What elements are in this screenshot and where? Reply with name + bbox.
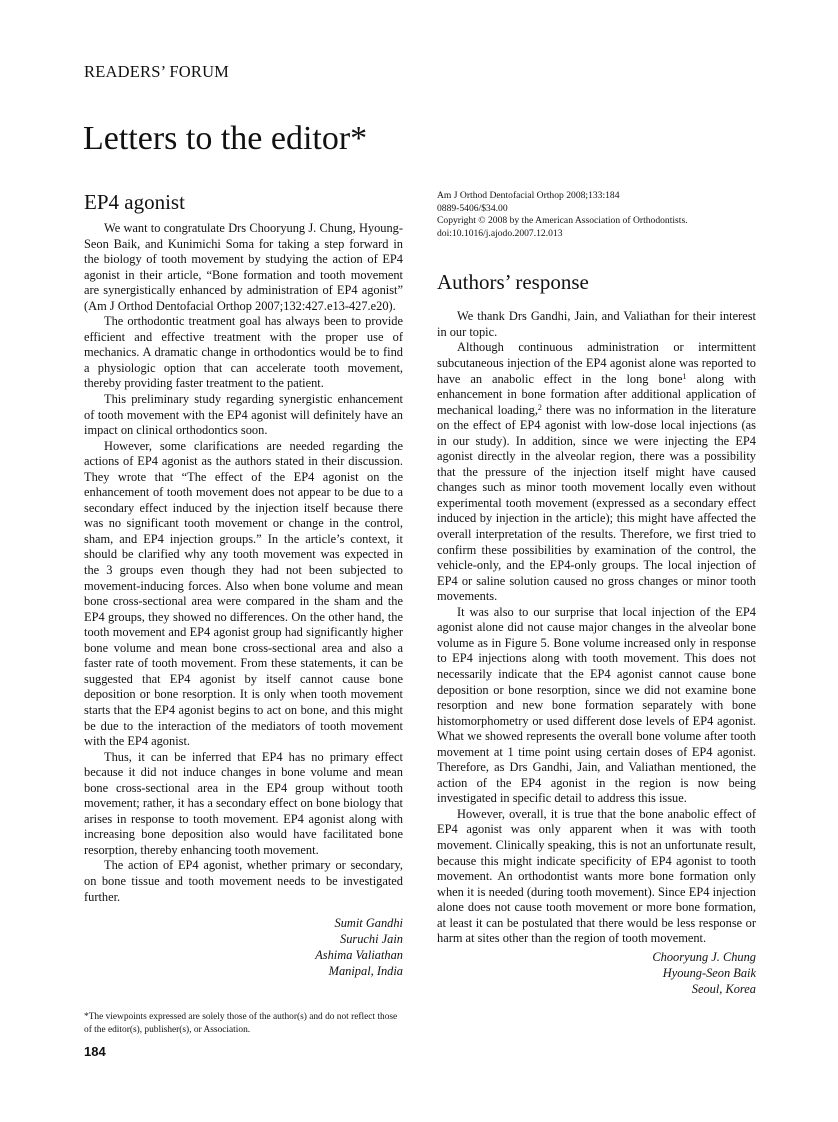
page-title: Letters to the editor*	[83, 120, 368, 157]
reference-1[interactable]: 1	[682, 371, 687, 381]
author-name: Suruchi Jain	[340, 931, 403, 946]
response-signatures	[437, 950, 756, 998]
letter-column	[84, 190, 403, 980]
text: Although continuous administration or intermittent subcutaneous injection of the EP4 agonist alone was reported to have an anabolic effect in the long bone	[437, 340, 756, 386]
page-number: 184	[84, 1044, 106, 1059]
doi-link[interactable]: doi:10.1016/j.ajodo.2007.12.013	[437, 227, 563, 239]
paragraph: We want to congratulate Drs Chooryung J. Chung, Hyoung-Seon Baik, and Kunimichi Soma for taking a step forward in the biology of tooth movement by studying the action of EP4 agonist in their article, “Bone formation and tooth movement are synergistically enhanced by administration of EP4 agonist” (Am J Orthod Dentofacial Orthop 2007;132:427.e13-427.e20).	[84, 221, 403, 313]
citation-block	[437, 190, 756, 240]
author-name: Ashima Valiathan	[315, 947, 403, 962]
paragraph: The orthodontic treatment goal has always been to provide efficient and effective treatment with the proper use of mechanics. A dramatic change in orthodontics would be to find a physiologic option that can accelerate tooth movement, thereby providing faster treatment to the patient.	[84, 314, 403, 391]
response-heading: Authors’ response	[437, 270, 589, 295]
section-label: READERS’ FORUM	[84, 62, 230, 81]
paragraph: We thank Drs Gandhi, Jain, and Valiathan for their interest in our topic.	[437, 309, 756, 339]
response-body	[437, 309, 756, 946]
paragraph: However, some clarifications are needed regarding the actions of EP4 agonist as the authors stated in their discussion. They wrote that “The effect of the EP4 agonist on the enhancement of tooth movement does not appear to be due to a secondary effect induced by the injection itself because there was no significant tooth movement or change in the control, sham, and EP4 injection groups.” In the article’s context, it should be clarified why any tooth movement was expected in the 3 groups even though they had not been subjected to movement-inducing forces. Also when bone volume and mean bone cross-sectional area were compared in the sham and the EP4 groups, they showed no differences. On the other hand, the tooth movement and EP4 agonist group had significantly higher bone volume and mean bone cross-sectional area and also a faster rate of tooth movement. From these statements, it can be suggested that EP4 agonist by itself cannot cause bone deposition or bone resorption. It is only when tooth movement starts that the EP4 agonist begins to act on bone, and this might be due to the interaction of the mediators of tooth movement with the EP4 agonist.	[84, 438, 403, 749]
footnote: *The viewpoints expressed are solely those of the author(s) and do not reflect those of the editor(s), publisher(s), or Association.	[84, 1012, 398, 1035]
author-location: Seoul, Korea	[691, 981, 756, 996]
text: there was no information in the literature on the effect of EP4 agonist with low-dose local injections (as in our study). In addition, since we were injecting the EP4 agonist directly in the alveolar region, there was a possibility that the pressure of the injection itself might have caused changes such as minor tooth movement locally even without experimental tooth movement (expressed as a secondary effect induced by injection in the article); this might have affected the overall interpretation of the results. Therefore, we first tried to confirm these possibilities by examination of the control, the vehicle-only, and the EP4-only groups. The local injection of EP4 or saline solution caused no gross changes or minor tooth movements.	[437, 402, 756, 604]
paragraph: Thus, it can be inferred that EP4 has no primary effect because it did not induce changes in bone volume and mean bone cross-sectional area in the EP4 group without tooth movement; rather, it has a secondary effect on bone biology that arises in response to tooth movement. EP4 agonist along with increasing bone deposition also would have facilitated bone resorption, thereby enhancing tooth movement.	[84, 749, 403, 857]
text: along with enhancement in bone formation after additional application of mechanical loading,	[437, 371, 756, 417]
author-name: Chooryung J. Chung	[652, 949, 756, 964]
letter-body	[84, 221, 403, 905]
author-location: Manipal, India	[328, 963, 403, 978]
issn-price: 0889-5406/$34.00	[437, 202, 508, 214]
response-column	[437, 190, 756, 998]
author-name: Sumit Gandhi	[334, 916, 403, 931]
reference-2[interactable]: 2	[537, 402, 542, 412]
author-name: Hyoung-Seon Baik	[662, 965, 756, 980]
paragraph: However, overall, it is true that the bone anabolic effect of EP4 agonist was only apparent when it was with tooth movement. Clinically speaking, this is not an unfortunate result, because this might indicate specificity of EP4 agonist to tooth movement. An orthodontist wants more bone formation only when it is needed (during tooth movement). Since EP4 injection alone does not cause tooth movement or more bone formation, at least it can be postulated that there would be less response or harm at sites other than the region of tooth movement.	[437, 806, 756, 946]
letter-signatures	[84, 916, 403, 980]
paragraph	[437, 340, 756, 604]
journal-citation: Am J Orthod Dentofacial Orthop 2008;133:184	[437, 190, 620, 201]
letter-heading: EP4 agonist	[84, 190, 185, 214]
paragraph: This preliminary study regarding synergistic enhancement of tooth movement with the EP4 agonist will definitely have an impact on clinical orthodontics soon.	[84, 392, 403, 438]
copyright: Copyright © 2008 by the American Association of Orthodontists.	[437, 215, 688, 227]
paragraph: It was also to our surprise that local injection of the EP4 agonist alone did not cause major changes in the alveolar bone volume as in Figure 5. Bone volume increased only in response to EP4 injections along with tooth movement. This does not necessarily indicate that the EP4 agonist cannot cause bone deposition or bone resorption, since we did not examine bone resorption and new bone formation separately with bone histomorphometry or used different dose levels of EP4 agonist. What we showed represents the overall bone volume after tooth movement at 1 time point using certain doses of EP4 agonist. Therefore, as Drs Gandhi, Jain, and Valiathan mentioned, the action of the EP4 agonist in the region is now being investigated in specific detail to address this issue.	[437, 604, 756, 806]
paragraph: The action of EP4 agonist, whether primary or secondary, on bone tissue and tooth movement needs to be investigated further.	[84, 858, 403, 904]
